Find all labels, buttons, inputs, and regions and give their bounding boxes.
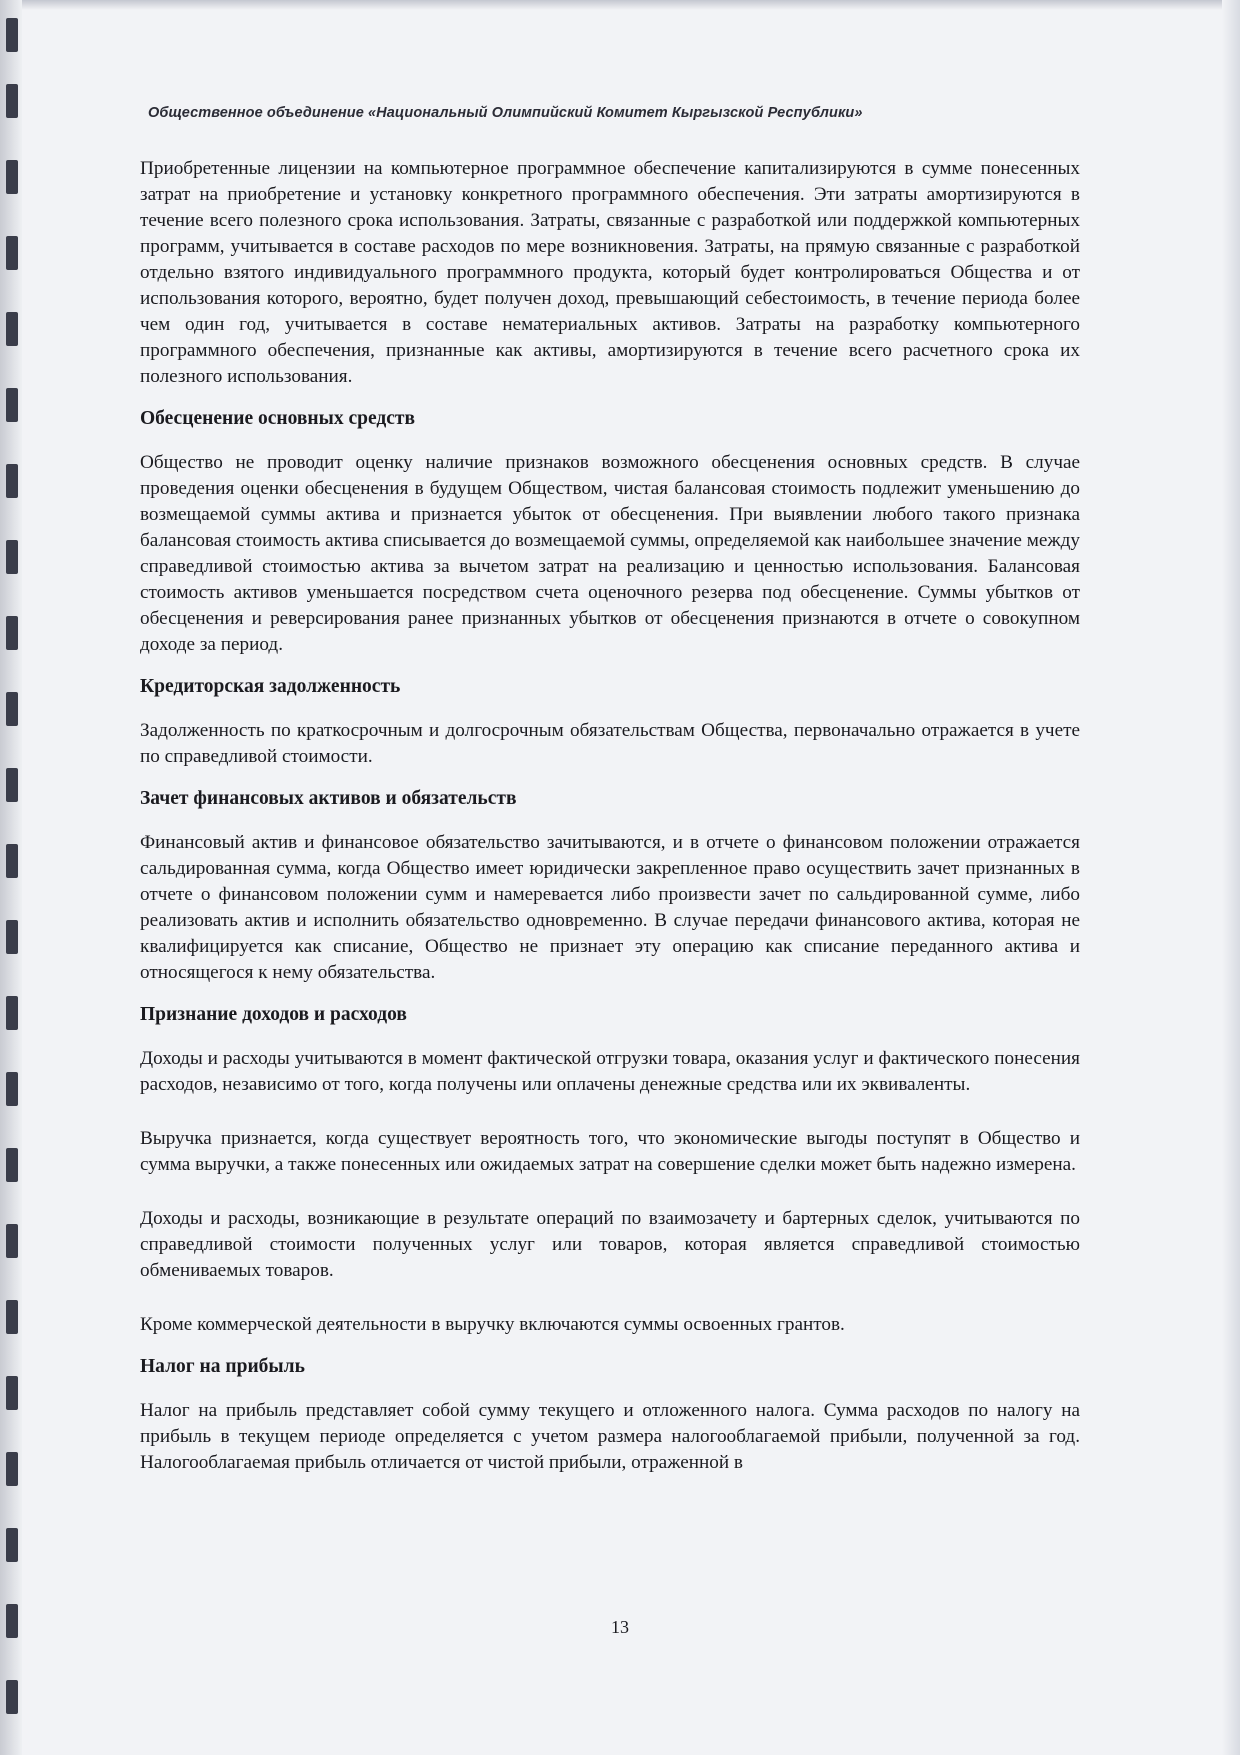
binding-ring: [6, 1452, 18, 1486]
page-right-edge: [1222, 0, 1240, 1755]
paragraph-accounts-payable: Задолженность по краткосрочным и долгосрочным обязательствам Общества, первоначально отражается в учете по справедливой стоимости.: [140, 720, 1080, 767]
binding-ring: [6, 1528, 18, 1562]
binding-ring: [6, 1072, 18, 1106]
heading-revenue-recognition: Признание доходов и расходов: [140, 1004, 407, 1025]
paragraph-income-expenses: Доходы и расходы учитываются в момент фактической отгрузки товара, оказания услуг и фактического понесения расходов, независимо от того, когда получены или оплачены денежные средства или их эквиваленты.: [140, 1048, 1080, 1095]
binding-ring: [6, 388, 18, 422]
binding-ring: [6, 1148, 18, 1182]
paragraph-revenue: Выручка признается, когда существует вероятность того, что экономические выгоды поступят в Общество и сумма выручки, а также понесенных или ожидаемых затрат на совершение сделки может быть надежно измерена.: [140, 1128, 1080, 1175]
paragraph-software-licenses: Приобретенные лицензии на компьютерное программное обеспечение капитализируются в сумме понесенных затрат на приобретение и установку конкретного программного обеспечения. Эти затраты амортизируются в течение всего полезного срока использования. Затраты, связанные с разработкой или поддержкой компьютерных программ, учитывается в составе расходов по мере возникновения. Затраты, на прямую связанные с разработкой отдельно взятого индивидуального программного продукта, который будет контролироваться Общества и от использования которого, вероятно, будет получен доход, превышающий себестоимость, в течение периода более чем один год, учитывается в составе нематериальных активов. Затраты на разработку компьютерного программного обеспечения, признанные как активы, амортизируются в течение всего расчетного срока их полезного использования.: [140, 158, 1080, 387]
binding-ring: [6, 84, 18, 118]
binding-ring: [6, 692, 18, 726]
binding-ring: [6, 160, 18, 194]
running-header: Общественное объединение «Национальный Олимпийский Комитет Кыргызской Республики»: [148, 105, 863, 121]
binding-edge: [0, 0, 22, 1755]
binding-ring: [6, 236, 18, 270]
heading-accounts-payable: Кредиторская задолженность: [140, 676, 401, 697]
paragraph-offsetting: Финансовый актив и финансовое обязательство зачитываются, и в отчете о финансовом положении отражается сальдированная сумма, когда Общество имеет юридически закрепленное право осуществить зачет признанных в отчете о финансовом положении сумм и намеревается либо произвести зачет по сальдированной сумме, либо реализовать актив и исполнить обязательство одновременно. В случае передачи финансового актива, которая не квалифицируется как списание, Общество не признает эту операцию как списание переданного актива и относящегося к нему обязательства.: [140, 832, 1080, 983]
binding-ring: [6, 920, 18, 954]
binding-ring: [6, 768, 18, 802]
binding-ring: [6, 844, 18, 878]
paragraph-barter: Доходы и расходы, возникающие в результате операций по взаимозачету и бартерных сделок, учитываются по справедливой стоимости полученных услуг или товаров, которая является справедливой стоимостью обмениваемых товаров.: [140, 1208, 1080, 1281]
binding-ring: [6, 464, 18, 498]
binding-ring: [6, 996, 18, 1030]
page-top-edge: [22, 0, 1240, 10]
binding-ring: [6, 18, 18, 52]
binding-ring: [6, 312, 18, 346]
page-number: 13: [611, 1617, 629, 1637]
binding-ring: [6, 616, 18, 650]
heading-impairment-fixed-assets: Обесценение основных средств: [140, 408, 416, 429]
heading-income-tax: Налог на прибыль: [140, 1356, 305, 1377]
paragraph-grants: Кроме коммерческой деятельности в выручку включаются суммы освоенных грантов.: [140, 1314, 845, 1335]
binding-ring: [6, 1224, 18, 1258]
paragraph-income-tax: Налог на прибыль представляет собой сумму текущего и отложенного налога. Сумма расходов по налогу на прибыль в текущем периоде определяется с учетом размера налогооблагаемой прибыли, полученной за год. Налогооблагаемая прибыль отличается от чистой прибыли, отраженной в: [140, 1400, 1080, 1473]
paragraph-impairment: Общество не проводит оценку наличие признаков возможного обесценения основных средств. В случае проведения оценки обесценения в будущем Обществом, чистая балансовая стоимость подлежит уменьшению до возмещаемой суммы актива и признается убыток от обесценения. При выявлении любого такого признака балансовая стоимость актива списывается до возмещаемой суммы, определяемой как наибольшее значение между справедливой стоимостью актива за вычетом затрат на реализацию и ценностью использования. Балансовая стоимость активов уменьшается посредством счета оценочного резерва под обесценение. Суммы убытков от обесценения и реверсирования ранее признанных убытков от обесценения признаются в отчете о совокупном доходе за период.: [140, 452, 1080, 655]
binding-ring: [6, 1376, 18, 1410]
binding-ring: [6, 1300, 18, 1334]
document-page: [140, 100, 1080, 1492]
binding-ring: [6, 540, 18, 574]
heading-offsetting: Зачет финансовых активов и обязательств: [140, 788, 517, 809]
binding-ring: [6, 1680, 18, 1714]
